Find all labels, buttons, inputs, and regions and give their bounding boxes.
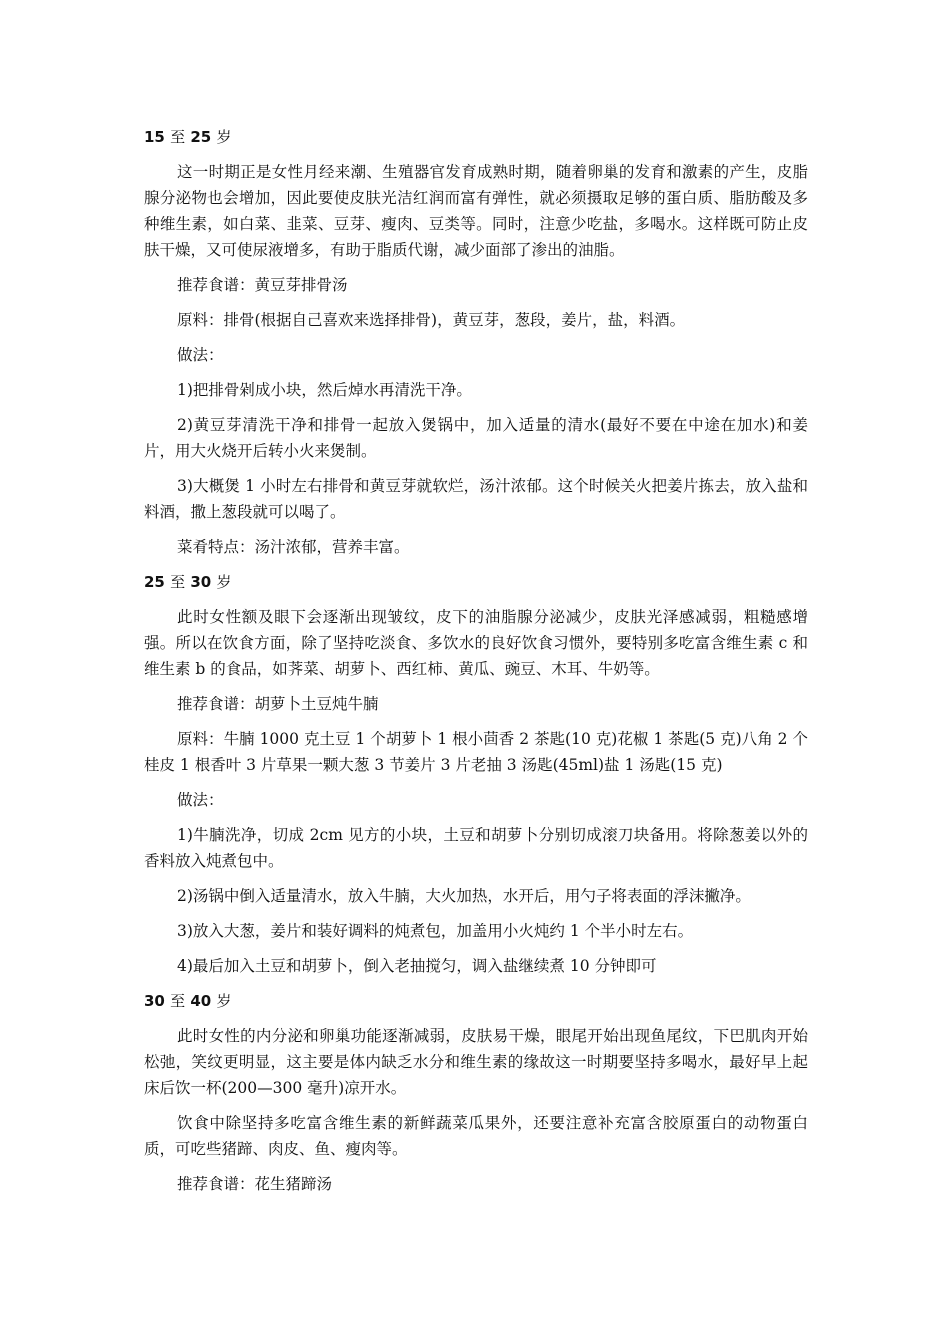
method-step: 1)牛腩洗净，切成 2cm 见方的小块，土豆和胡萝卜分别切成滚刀块备用。将除葱姜以外的香料放入炖煮包中。 — [144, 826, 808, 870]
age-unit: 岁 — [216, 573, 232, 591]
method-step: 3)放入大葱，姜片和装好调料的炖煮包，加盖用小火炖约 1 个半小时左右。 — [177, 922, 694, 940]
section-heading — [144, 569, 808, 595]
method-step: 2)黄豆芽清洗干净和排骨一起放入煲锅中，加入适量的清水(最好不要在中途在加水)和姜片，用大火烧开后转小火来煲制。 — [144, 416, 808, 460]
method-step: 3)大概煲 1 小时左右排骨和黄豆芽就软烂，汤汁浓郁。这个时候关火把姜片拣去，放入盐和料酒，撒上葱段就可以喝了。 — [144, 477, 808, 521]
section-intro: 这一时期正是女性月经来潮、生殖器官发育成熟时期，随着卵巢的发育和激素的产生，皮脂腺分泌物也会增加，因此要使皮肤光洁红润而富有弹性，就必须摄取足够的蛋白质、脂肪酸及多种维生素，如白菜、韭菜、豆芽、瘦肉、豆类等。同时，注意少吃盐，多喝水。这样既可防止皮肤干燥，又可使尿液增多，有助于脂质代谢，减少面部了渗出的油脂。 — [144, 163, 808, 259]
recipe-title: 推荐食谱：花生猪蹄汤 — [177, 1175, 333, 1193]
age-separator: 至 — [170, 573, 186, 591]
document-page — [144, 124, 808, 1206]
age-from: 25 — [144, 573, 165, 591]
age-unit: 岁 — [216, 992, 232, 1010]
recipe-title: 推荐食谱：黄豆芽排骨汤 — [177, 276, 348, 294]
section-heading — [144, 124, 808, 150]
method-label: 做法： — [177, 346, 224, 364]
recipe-ingredients: 原料：牛腩 1000 克土豆 1 个胡萝卜 1 根小茴香 2 茶匙(10 克)花椒 1 茶匙(5 克)八角 2 个桂皮 1 根香叶 3 片草果一颗大葱 3 节姜片 3 片老抽 3 汤匙(45ml)盐 1 汤匙(15 克) — [144, 730, 808, 774]
method-label: 做法： — [177, 791, 224, 809]
age-separator: 至 — [170, 128, 186, 146]
age-to: 30 — [190, 573, 212, 591]
section-intro: 饮食中除坚持多吃富含维生素的新鲜蔬菜瓜果外，还要注意补充富含胶原蛋白的动物蛋白质，可吃些猪蹄、肉皮、鱼、瘦肉等。 — [144, 1114, 808, 1158]
method-step: 4)最后加入土豆和胡萝卜，倒入老抽搅匀，调入盐继续煮 10 分钟即可 — [177, 957, 657, 975]
recipe-ingredients: 原料：排骨(根据自己喜欢来选择排骨)，黄豆芽，葱段，姜片，盐，料酒。 — [177, 311, 686, 329]
section-intro: 此时女性的内分泌和卵巢功能逐渐减弱，皮肤易干燥，眼尾开始出现鱼尾纹，下巴肌肉开始松弛，笑纹更明显，这主要是体内缺乏水分和维生素的缘故这一时期要坚持多喝水，最好早上起床后饮一杯(200—300 毫升)凉开水。 — [144, 1027, 808, 1097]
age-from: 15 — [144, 128, 165, 146]
section-heading — [144, 988, 808, 1014]
recipe-title: 推荐食谱：胡萝卜土豆炖牛腩 — [177, 695, 379, 713]
age-to: 25 — [190, 128, 212, 146]
age-from: 30 — [144, 992, 165, 1010]
section-intro: 此时女性额及眼下会逐渐出现皱纹，皮下的油脂腺分泌减少，皮肤光泽感减弱，粗糙感增强。所以在饮食方面，除了坚持吃淡食、多饮水的良好饮食习惯外，要特别多吃富含维生素 c 和维生素 b 的食品，如荠菜、胡萝卜、西红柿、黄瓜、豌豆、木耳、牛奶等。 — [144, 608, 808, 678]
method-step: 2)汤锅中倒入适量清水，放入牛腩，大火加热，水开后，用勺子将表面的浮沫撇净。 — [177, 887, 751, 905]
dish-feature: 菜肴特点：汤汁浓郁，营养丰富。 — [177, 538, 410, 556]
age-separator: 至 — [170, 992, 186, 1010]
method-step: 1)把排骨剁成小块，然后焯水再清洗干净。 — [177, 381, 472, 399]
age-to: 40 — [190, 992, 212, 1010]
age-unit: 岁 — [216, 128, 232, 146]
